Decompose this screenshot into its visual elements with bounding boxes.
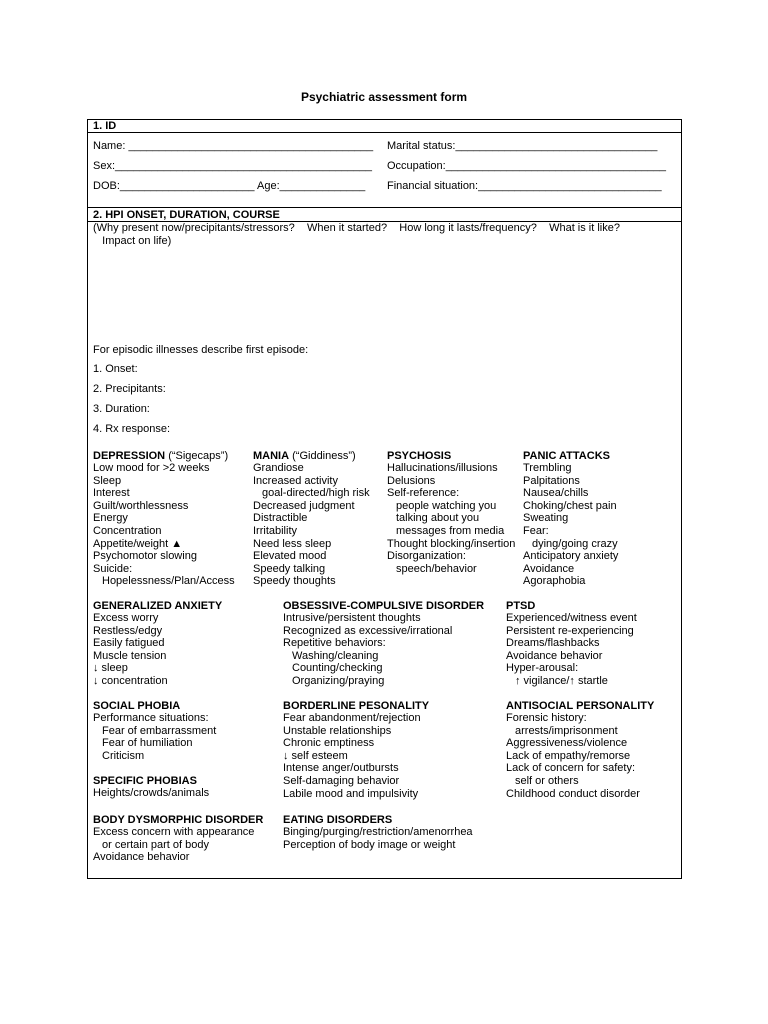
list-item: speech/behavior <box>396 562 477 575</box>
list-item: Unstable relationships <box>283 724 392 737</box>
list-item: Fear of embarrassment <box>102 724 217 737</box>
list-item: Performance situations: <box>93 712 209 724</box>
list-item: Persistent re-experiencing <box>506 624 634 637</box>
list-item: Guilt/worthlessness <box>93 499 189 512</box>
specific-phobias-list <box>93 787 209 800</box>
list-item: Self-damaging behavior <box>283 774 400 787</box>
panic-list <box>523 462 618 588</box>
list-item: Labile mood and impulsivity <box>283 787 419 800</box>
page-title: Psychiatric assessment form <box>300 90 468 104</box>
list-item: Thought blocking/insertion <box>387 537 516 550</box>
list-item: Interest <box>93 487 130 500</box>
list-item: Irritability <box>253 524 298 537</box>
list-item: Avoidance behavior <box>506 649 603 662</box>
sex-field[interactable]: Sex:__________________________________________ <box>93 160 372 172</box>
list-item: Choking/chest pain <box>523 499 617 512</box>
duration-field[interactable]: 3. Duration: <box>93 403 150 415</box>
list-item: Binging/purging/restriction/amenorrhea <box>283 826 473 838</box>
dob-field[interactable]: DOB:______________________ <box>93 180 255 192</box>
list-item: ↓ sleep <box>93 662 128 675</box>
age-field[interactable]: Age:______________ <box>257 180 366 192</box>
list-item: Childhood conduct disorder <box>506 787 640 800</box>
list-item: Hyper-arousal: <box>506 662 579 675</box>
list-item: Decreased judgment <box>253 499 355 512</box>
list-item: Anticipatory anxiety <box>523 550 619 563</box>
list-item: or certain part of body <box>102 838 210 851</box>
eating-disorders-heading: EATING DISORDERS <box>283 814 393 826</box>
list-item: Restless/edgy <box>93 624 163 637</box>
gad-heading: GENERALIZED ANXIETY <box>93 600 223 612</box>
list-item: ↓ concentration <box>93 674 168 687</box>
social-phobia-heading: SOCIAL PHOBIA <box>93 700 181 712</box>
specific-phobias-heading: SPECIFIC PHOBIAS <box>93 775 197 787</box>
social-phobia-list <box>93 712 216 762</box>
list-item: Need less sleep <box>253 537 332 550</box>
panic-heading: PANIC ATTACKS <box>523 450 610 462</box>
body-dysmorphic-heading: BODY DYSMORPHIC DISORDER <box>93 814 264 826</box>
list-item: talking about you <box>396 512 480 525</box>
list-item: Perception of body image or weight <box>283 838 456 851</box>
list-item: Recognized as excessive/irrational <box>283 624 453 637</box>
precipitants-field[interactable]: 2. Precipitants: <box>93 383 166 395</box>
list-item: Muscle tension <box>93 649 167 662</box>
list-item: Grandiose <box>253 462 304 474</box>
list-item: Easily fatigued <box>93 637 165 650</box>
assessment-form <box>87 119 682 879</box>
list-item: Forensic history: <box>506 712 587 724</box>
list-item: Chronic emptiness <box>283 737 375 750</box>
list-item: Trembling <box>523 462 572 474</box>
list-item: Speedy talking <box>253 562 326 575</box>
list-item: Low mood for >2 weeks <box>93 462 210 474</box>
list-item: Lack of concern for safety: <box>506 762 636 775</box>
list-item: Counting/checking <box>292 662 383 675</box>
gad-list <box>93 612 168 688</box>
list-item: Criticism <box>102 749 145 762</box>
marital-status-field[interactable]: Marital status:_________________________________ <box>387 140 658 152</box>
list-item: Excess concern with appearance <box>93 826 255 838</box>
list-item: Heights/crowds/animals <box>93 787 210 799</box>
list-item: Fear: <box>523 524 549 537</box>
list-item: ↓ self esteem <box>283 749 348 762</box>
list-item: Palpitations <box>523 474 580 487</box>
list-item: Lack of empathy/remorse <box>506 749 631 762</box>
eating-disorders-list <box>283 826 473 851</box>
list-item: Psychomotor slowing <box>93 550 197 563</box>
hpi-section-heading: 2. HPI ONSET, DURATION, COURSE <box>88 209 681 222</box>
list-item: Concentration <box>93 524 162 537</box>
section-divider <box>88 207 681 208</box>
list-item: Organizing/praying <box>292 674 385 687</box>
depression-list <box>93 462 235 588</box>
list-item: Washing/cleaning <box>292 649 379 662</box>
list-item: Appetite/weight ▲ <box>93 537 183 550</box>
occupation-field[interactable]: Occupation:____________________________________ <box>387 160 666 172</box>
psychosis-heading: PSYCHOSIS <box>387 450 452 462</box>
antisocial-heading: ANTISOCIAL PERSONALITY <box>506 700 655 712</box>
id-section-heading: 1. ID <box>88 120 681 133</box>
list-item: Agoraphobia <box>523 575 586 588</box>
list-item: Speedy thoughts <box>253 575 336 588</box>
list-item: self or others <box>515 774 579 787</box>
list-item: Elevated mood <box>253 550 327 563</box>
depression-heading: DEPRESSION (“Sigecaps”) <box>93 450 229 462</box>
list-item: Excess worry <box>93 612 159 624</box>
episodic-instruction: For episodic illnesses describe first episode: <box>93 344 309 356</box>
borderline-list <box>283 712 421 800</box>
list-item: Intrusive/persistent thoughts <box>283 612 421 624</box>
list-item: people watching you <box>396 499 497 512</box>
financial-situation-field[interactable]: Financial situation:______________________________ <box>387 180 662 192</box>
list-item: Hopelessness/Plan/Access <box>102 575 235 588</box>
rx-response-field[interactable]: 4. Rx response: <box>93 423 171 435</box>
list-item: dying/going crazy <box>532 537 618 550</box>
name-field[interactable]: Name: ________________________________________ <box>93 140 374 152</box>
ocd-list <box>283 612 452 688</box>
ptsd-heading: PTSD <box>506 600 536 612</box>
list-item: Suicide: <box>93 562 133 575</box>
list-item: Intense anger/outbursts <box>283 762 399 775</box>
list-item: messages from media <box>396 524 505 537</box>
list-item: Fear abandonment/rejection <box>283 712 421 724</box>
hpi-prompt: (Why present now/precipitants/stressors? When it started? How long it lasts/frequency? What is it like? <box>93 222 620 234</box>
list-item: Increased activity <box>253 474 338 487</box>
list-item: ↑ vigilance/↑ startle <box>515 674 608 687</box>
list-item: Sweating <box>523 512 569 525</box>
list-item: arrests/imprisonment <box>515 724 618 737</box>
antisocial-list <box>506 712 640 800</box>
hpi-prompt-continued: Impact on life) <box>93 235 172 247</box>
body-dysmorphic-list <box>93 826 254 864</box>
list-item: Aggressiveness/violence <box>506 737 628 750</box>
mania-heading: MANIA (“Giddiness”) <box>253 450 356 462</box>
ocd-heading: OBSESSIVE-COMPULSIVE DISORDER <box>283 600 485 612</box>
list-item: Avoidance <box>523 562 575 575</box>
list-item: Energy <box>93 512 128 525</box>
list-item: Self-reference: <box>387 487 460 500</box>
list-item: Hallucinations/illusions <box>387 462 498 474</box>
list-item: Experienced/witness event <box>506 612 637 624</box>
list-item: goal-directed/high risk <box>262 487 370 500</box>
list-item: Delusions <box>387 474 436 487</box>
mania-list <box>253 462 370 588</box>
list-item: Fear of humiliation <box>102 737 193 750</box>
list-item: Nausea/chills <box>523 487 589 500</box>
ptsd-list <box>506 612 637 688</box>
list-item: Dreams/flashbacks <box>506 637 600 650</box>
list-item: Sleep <box>93 474 122 487</box>
list-item: Distractible <box>253 512 308 525</box>
list-item: Disorganization: <box>387 550 466 563</box>
onset-field[interactable]: 1. Onset: <box>93 363 138 375</box>
list-item: Repetitive behaviors: <box>283 637 386 650</box>
list-item: Avoidance behavior <box>93 851 190 864</box>
psychosis-list <box>387 462 515 575</box>
borderline-heading: BORDERLINE PESONALITY <box>283 700 430 712</box>
